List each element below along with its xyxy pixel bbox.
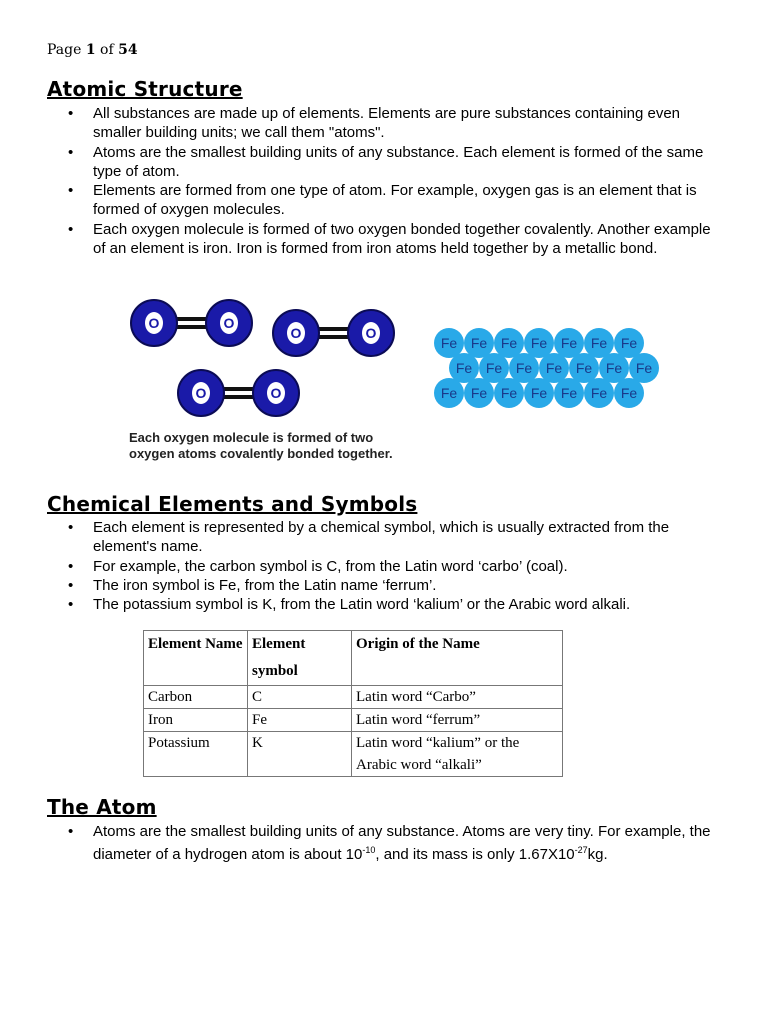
oxygen-molecule <box>178 370 299 416</box>
iron-atom <box>569 353 599 383</box>
iron-atom-label: Fe <box>500 335 518 351</box>
oxygen-molecule <box>273 310 394 356</box>
iron-atom <box>614 328 644 358</box>
oxygen-atom <box>348 310 394 356</box>
heading-the-atom: The Atom <box>47 795 157 819</box>
iron-atom-label: Fe <box>470 335 488 351</box>
iron-lattice <box>434 328 659 408</box>
iron-atom <box>554 328 584 358</box>
iron-atom <box>464 378 494 408</box>
table-cell: Iron <box>144 709 248 732</box>
table-header-cell: Element Name <box>144 631 248 686</box>
page-of-label: of <box>100 42 114 58</box>
list-item: • Atoms are the smallest building units of any substance. Each element is formed of the same type of atom. <box>47 143 727 182</box>
iron-atom <box>584 328 614 358</box>
oxygen-atom-label: O <box>270 385 282 401</box>
iron-atom <box>449 353 479 383</box>
oxygen-atom <box>178 370 224 416</box>
table-row <box>144 732 563 777</box>
iron-atom <box>629 353 659 383</box>
table-cell: Fe <box>248 709 352 732</box>
atom-text-part2: , and its mass is only 1.67X10 <box>375 846 575 864</box>
iron-atom-label: Fe <box>440 385 458 401</box>
oxygen-atom-label: O <box>195 385 207 401</box>
iron-atom <box>434 378 464 408</box>
oxygen-atom <box>253 370 299 416</box>
element-symbol-table <box>143 630 563 777</box>
iron-atom <box>494 378 524 408</box>
table-cell: Latin word “ferrum” <box>352 709 563 732</box>
iron-atom-label: Fe <box>560 335 578 351</box>
iron-atom-label: Fe <box>455 360 473 376</box>
iron-atom <box>434 328 464 358</box>
table-header-cell: Element symbol <box>248 631 352 686</box>
iron-atom-label: Fe <box>440 335 458 351</box>
oxygen-molecule <box>131 300 252 346</box>
iron-atom <box>554 378 584 408</box>
oxygen-atom-label: O <box>365 325 377 341</box>
iron-atom-label: Fe <box>590 385 608 401</box>
list-item: • For example, the carbon symbol is C, from the Latin word ‘carbo’ (coal). <box>47 557 727 576</box>
iron-atom-label: Fe <box>470 385 488 401</box>
atomic-structure-list <box>47 104 727 258</box>
exponent: -27 <box>574 845 588 856</box>
iron-atom <box>524 328 554 358</box>
oxygen-atom-label: O <box>290 325 302 341</box>
list-item: • Each oxygen molecule is formed of two oxygen bonded together covalently. Another example of an element is iron. Iron is formed from iron atoms held together by a metallic bond. <box>47 220 727 259</box>
list-item: • All substances are made up of elements. Elements are pure substances containing even smaller building units; we call them "atoms". <box>47 104 727 143</box>
page-total: 54 <box>118 42 138 58</box>
list-item: • The potassium symbol is K, from the Latin word ‘kalium’ or the Arabic word alkali. <box>47 595 727 614</box>
atom-text-part1: Atoms are the smallest building units of any substance. Atoms are very tiny. For example, the diameter of a hydrogen atom is about 10 <box>93 823 711 864</box>
iron-atom-label: Fe <box>545 360 563 376</box>
the-atom-list <box>47 822 727 865</box>
table-header-row <box>144 631 563 686</box>
table-cell: K <box>248 732 352 777</box>
iron-atom <box>494 328 524 358</box>
chemical-elements-list <box>47 518 727 614</box>
table-cell: Potassium <box>144 732 248 777</box>
iron-atom-label: Fe <box>620 385 638 401</box>
iron-atom-label: Fe <box>500 385 518 401</box>
oxygen-atom-label: O <box>223 315 235 331</box>
table-cell: C <box>248 686 352 709</box>
table-cell: Latin word “Carbo” <box>352 686 563 709</box>
iron-atom <box>479 353 509 383</box>
table-row <box>144 709 563 732</box>
oxygen-atom-label: O <box>148 315 160 331</box>
iron-atom-label: Fe <box>515 360 533 376</box>
table-cell: Latin word “kalium” or the Arabic word “alkali” <box>352 732 563 777</box>
iron-atom-label: Fe <box>530 335 548 351</box>
iron-atom-label: Fe <box>560 385 578 401</box>
list-item <box>47 822 727 865</box>
table-row <box>144 686 563 709</box>
iron-atom-label: Fe <box>605 360 623 376</box>
iron-atom <box>509 353 539 383</box>
table-header-cell: Origin of the Name <box>352 631 563 686</box>
figure-caption-line1: Each oxygen molecule is formed of two <box>129 430 374 445</box>
heading-atomic-structure: Atomic Structure <box>47 77 243 101</box>
list-item: • Elements are formed from one type of atom. For example, oxygen gas is an element that is formed of oxygen molecules. <box>47 181 727 220</box>
iron-atom-label: Fe <box>635 360 653 376</box>
iron-atom-label: Fe <box>530 385 548 401</box>
oxygen-atom <box>131 300 177 346</box>
figure-caption-line2: oxygen atoms covalently bonded together. <box>129 446 393 461</box>
iron-atom <box>524 378 554 408</box>
oxygen-atom <box>273 310 319 356</box>
atom-text-part3: kg. <box>587 846 608 864</box>
list-item: • Each element is represented by a chemical symbol, which is usually extracted from the element's name. <box>47 518 727 557</box>
iron-atom <box>614 378 644 408</box>
iron-atom <box>584 378 614 408</box>
iron-atom <box>539 353 569 383</box>
table-cell: Carbon <box>144 686 248 709</box>
exponent: -10 <box>362 845 376 856</box>
iron-atom-label: Fe <box>590 335 608 351</box>
iron-atom-label: Fe <box>575 360 593 376</box>
oxygen-atom <box>206 300 252 346</box>
page-header <box>47 42 138 58</box>
heading-chemical-elements: Chemical Elements and Symbols <box>47 492 418 516</box>
page-prefix: Page <box>47 42 82 58</box>
iron-atom-label: Fe <box>485 360 503 376</box>
iron-atom-label: Fe <box>620 335 638 351</box>
molecule-figure <box>120 295 680 470</box>
page-number: 1 <box>85 42 96 58</box>
iron-atom <box>464 328 494 358</box>
list-item: • The iron symbol is Fe, from the Latin name ‘ferrum’. <box>47 576 727 595</box>
oxygen-molecules <box>131 300 394 416</box>
iron-atom <box>599 353 629 383</box>
